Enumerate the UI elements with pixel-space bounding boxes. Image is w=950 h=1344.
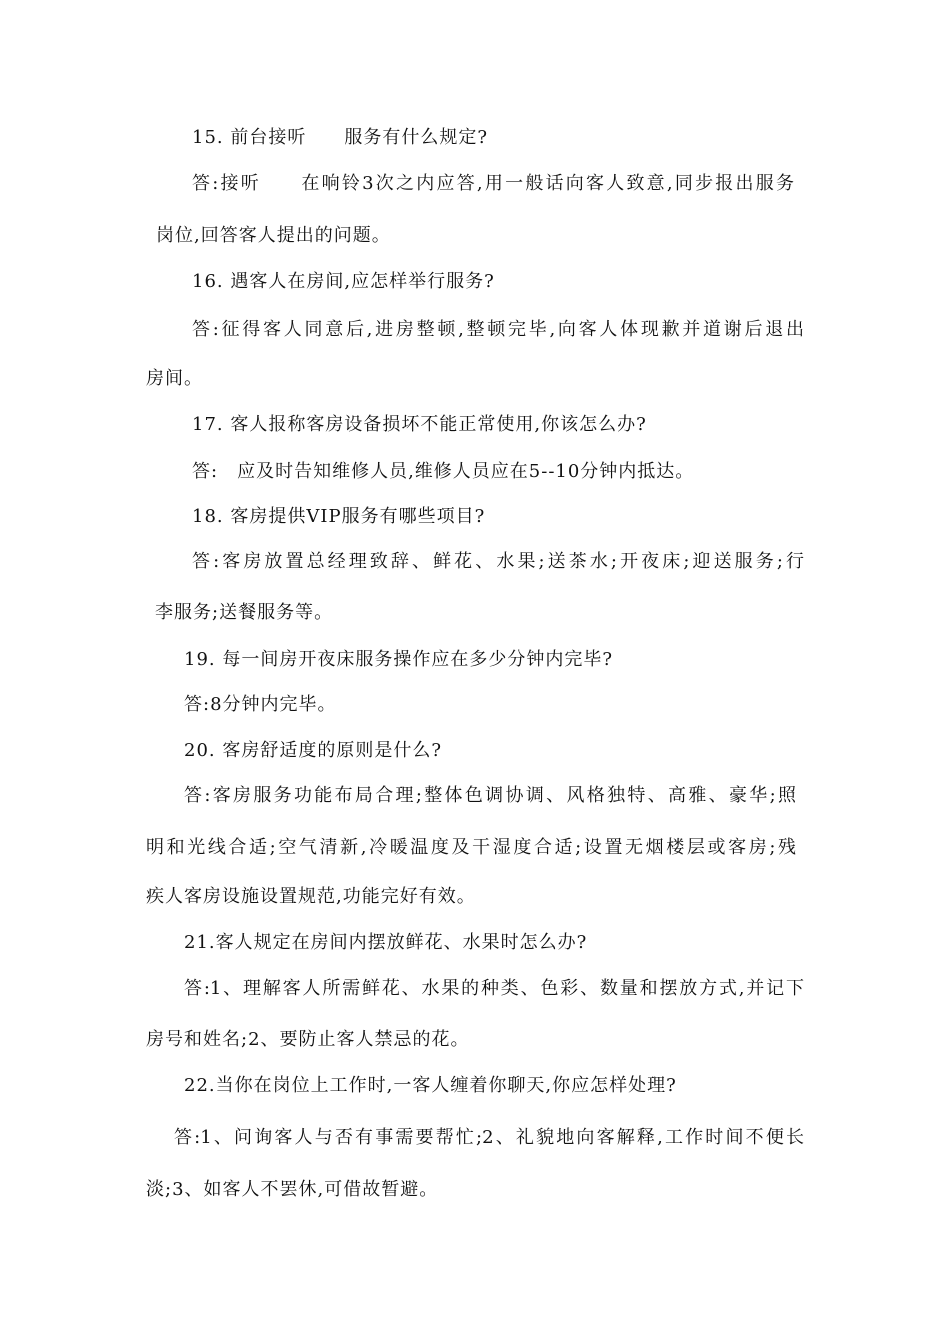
question-15: 15. 前台接听 服务有什么规定? <box>192 127 488 148</box>
answer-20-line-1: 答:客房服务功能布局合理;整体色调协调、风格独特、高雅、豪华;照 <box>184 785 796 806</box>
answer-22-line-1: 答:1、问询客人与否有事需要帮忙;2、礼貌地向客解释,工作时间不便长 <box>174 1127 804 1148</box>
answer-18-line-2: 李服务;送餐服务等。 <box>155 602 334 623</box>
answer-20-line-3: 疾人客房设施设置规范,功能完好有效。 <box>146 886 476 907</box>
answer-16-line-2: 房间。 <box>146 368 203 389</box>
answer-17-line-1: 答: 应及时告知维修人员,维修人员应在5--10分钟内抵达。 <box>192 461 695 482</box>
question-20: 20. 客房舒适度的原则是什么? <box>184 740 442 761</box>
answer-21-line-1: 答:1、理解客人所需鲜花、水果的种类、色彩、数量和摆放方式,并记下 <box>184 978 804 999</box>
answer-15-line-2: 岗位,回答客人提出的问题。 <box>156 225 391 246</box>
answer-15-line-1: 答:接听 在响铃3次之内应答,用一般话向客人致意,同步报出服务 <box>192 173 794 194</box>
answer-20-line-2: 明和光线合适;空气清新,冷暖温度及干湿度合适;设置无烟楼层或客房;残 <box>146 837 796 858</box>
answer-21-line-2: 房号和姓名;2、要防止客人禁忌的花。 <box>146 1029 470 1050</box>
question-21: 21.客人规定在房间内摆放鲜花、水果时怎么办? <box>184 932 588 953</box>
answer-16-line-1: 答:征得客人同意后,进房整顿,整顿完毕,向客人体现歉并道谢后退出 <box>192 319 804 340</box>
question-16: 16. 遇客人在房间,应怎样举行服务? <box>192 271 495 292</box>
answer-18-line-1: 答:客房放置总经理致辞、鲜花、水果;送茶水;开夜床;迎送服务;行 <box>192 551 804 572</box>
answer-19-line-1: 答:8分钟内完毕。 <box>184 694 337 715</box>
answer-22-line-2: 淡;3、如客人不罢休,可借故暂避。 <box>146 1179 439 1200</box>
question-18: 18. 客房提供VIP服务有哪些项目? <box>192 506 486 527</box>
question-17: 17. 客人报称客房设备损坏不能正常使用,你该怎么办? <box>192 414 647 435</box>
question-19: 19. 每一间房开夜床服务操作应在多少分钟内完毕? <box>184 649 613 670</box>
question-22: 22.当你在岗位上工作时,一客人缠着你聊天,你应怎样处理? <box>184 1075 677 1096</box>
